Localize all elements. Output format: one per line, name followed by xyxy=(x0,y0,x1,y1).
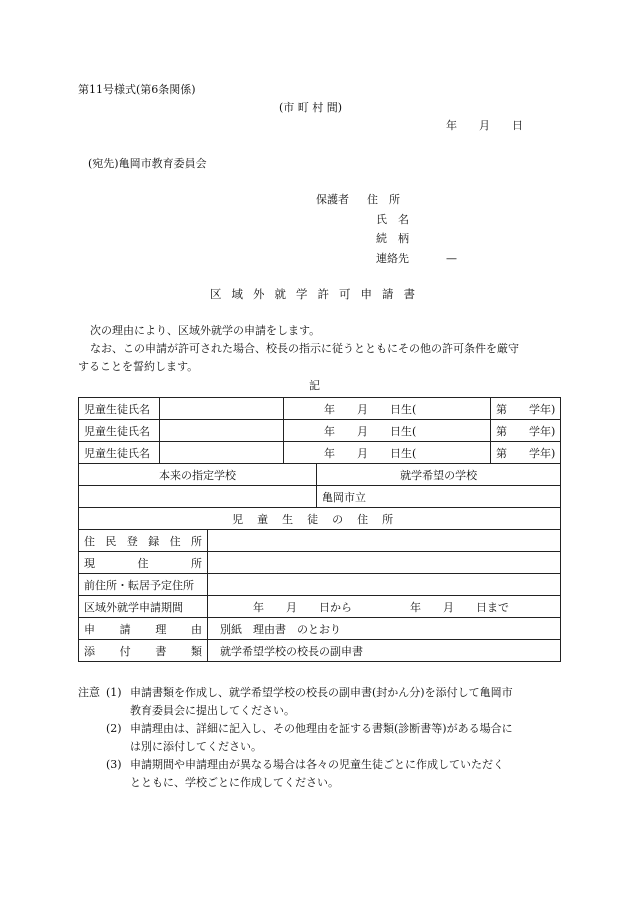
current-address-field[interactable] xyxy=(208,552,561,574)
table-row xyxy=(79,530,561,552)
desired-school-header: 就学希望の学校 xyxy=(317,464,561,486)
student-name-field[interactable] xyxy=(160,398,284,420)
table-row xyxy=(79,618,561,640)
form-number: 第11号様式(第6条関係) xyxy=(78,83,196,96)
note-line: とともに、学校ごとに作成してください。 xyxy=(130,776,339,789)
guardian-contact-label: 連絡先 xyxy=(376,252,409,265)
body-line-1: 次の理由により、区域外就学の申請をします。 xyxy=(90,324,321,337)
note-item xyxy=(78,684,558,720)
attachment-field[interactable]: 就学希望学校の校長の副申書 xyxy=(208,640,561,662)
attachment-label: 添付書類 xyxy=(79,640,208,662)
reason-label: 申請理由 xyxy=(79,618,208,640)
table-row xyxy=(79,420,561,442)
period-label: 区域外就学申請期間 xyxy=(79,596,208,618)
date-line: 年 月 日 xyxy=(446,119,523,132)
previous-address-field[interactable] xyxy=(208,574,561,596)
application-table xyxy=(78,397,561,662)
student-grade: 第 学年) xyxy=(491,442,561,464)
registered-address-field[interactable] xyxy=(208,530,561,552)
note-line: 教育委員会に提出してください。 xyxy=(130,704,295,717)
note-item xyxy=(78,756,558,792)
guardian-name-label: 氏 名 xyxy=(376,213,409,226)
document-title: 区域外就学許可申請書 xyxy=(210,287,425,301)
body-line-3: することを誓約します。 xyxy=(78,360,199,373)
municipality-label: (市 町 村 間) xyxy=(279,101,343,114)
note-number: (3) xyxy=(106,758,122,771)
note-line: 申請理由は、詳細に記入し、その他理由を証する書類(診断書等)がある場合に xyxy=(130,722,513,735)
contact-dash: — xyxy=(446,252,457,265)
table-row xyxy=(79,508,561,530)
notes-head: 注意 xyxy=(78,686,100,699)
notes-section xyxy=(78,684,558,792)
note-line: は別に添付してください。 xyxy=(130,740,262,753)
table-row xyxy=(79,398,561,420)
student-name-field[interactable] xyxy=(160,420,284,442)
table-row xyxy=(79,596,561,618)
body-line-2: なお、この申請が許可された場合、校長の指示に従うとともにその他の許可条件を厳守 xyxy=(90,342,519,355)
student-name-label: 児童生徒氏名 xyxy=(79,420,160,442)
desired-school-field[interactable]: 亀岡市立 xyxy=(317,486,561,508)
table-row xyxy=(79,486,561,508)
period-field[interactable] xyxy=(208,596,561,618)
period-from: 年 月 日から xyxy=(253,600,352,614)
student-birth: 年 月 日生( xyxy=(284,442,491,464)
address-section-header: 児童生徒の住所 xyxy=(79,508,561,530)
designated-school-header: 本来の指定学校 xyxy=(79,464,317,486)
table-row xyxy=(79,464,561,486)
student-name-label: 児童生徒氏名 xyxy=(79,398,160,420)
note-number: (2) xyxy=(106,722,122,735)
previous-address-label: 前住所・転居予定住所 xyxy=(79,574,208,596)
guardian-address-label: 住 所 xyxy=(367,193,400,206)
registered-address-label: 住民登録住所 xyxy=(79,530,208,552)
student-name-label: 児童生徒氏名 xyxy=(79,442,160,464)
student-grade: 第 学年) xyxy=(491,420,561,442)
student-birth: 年 月 日生( xyxy=(284,420,491,442)
student-grade: 第 学年) xyxy=(491,398,561,420)
period-to: 年 月 日まで xyxy=(410,600,509,614)
designated-school-field[interactable] xyxy=(79,486,317,508)
reason-field[interactable]: 別紙 理由書 のとおり xyxy=(208,618,561,640)
guardian-label: 保護者 xyxy=(316,193,349,206)
ki-label: 記 xyxy=(309,379,320,392)
note-line: 申請書類を作成し、就学希望学校の校長の副申書(封かん分)を添付して亀岡市 xyxy=(130,686,513,699)
guardian-relation-label: 続 柄 xyxy=(376,232,409,245)
table-row xyxy=(79,574,561,596)
student-name-field[interactable] xyxy=(160,442,284,464)
current-address-label: 現住所 xyxy=(79,552,208,574)
note-number: (1) xyxy=(106,686,122,699)
table-row xyxy=(79,640,561,662)
table-row xyxy=(79,552,561,574)
table-row xyxy=(79,442,561,464)
addressee: (宛先)亀岡市教育委員会 xyxy=(88,157,207,170)
student-birth: 年 月 日生( xyxy=(284,398,491,420)
note-line: 申請期間や申請理由が異なる場合は各々の児童生徒ごとに作成していただく xyxy=(130,758,504,771)
note-item xyxy=(78,720,558,756)
